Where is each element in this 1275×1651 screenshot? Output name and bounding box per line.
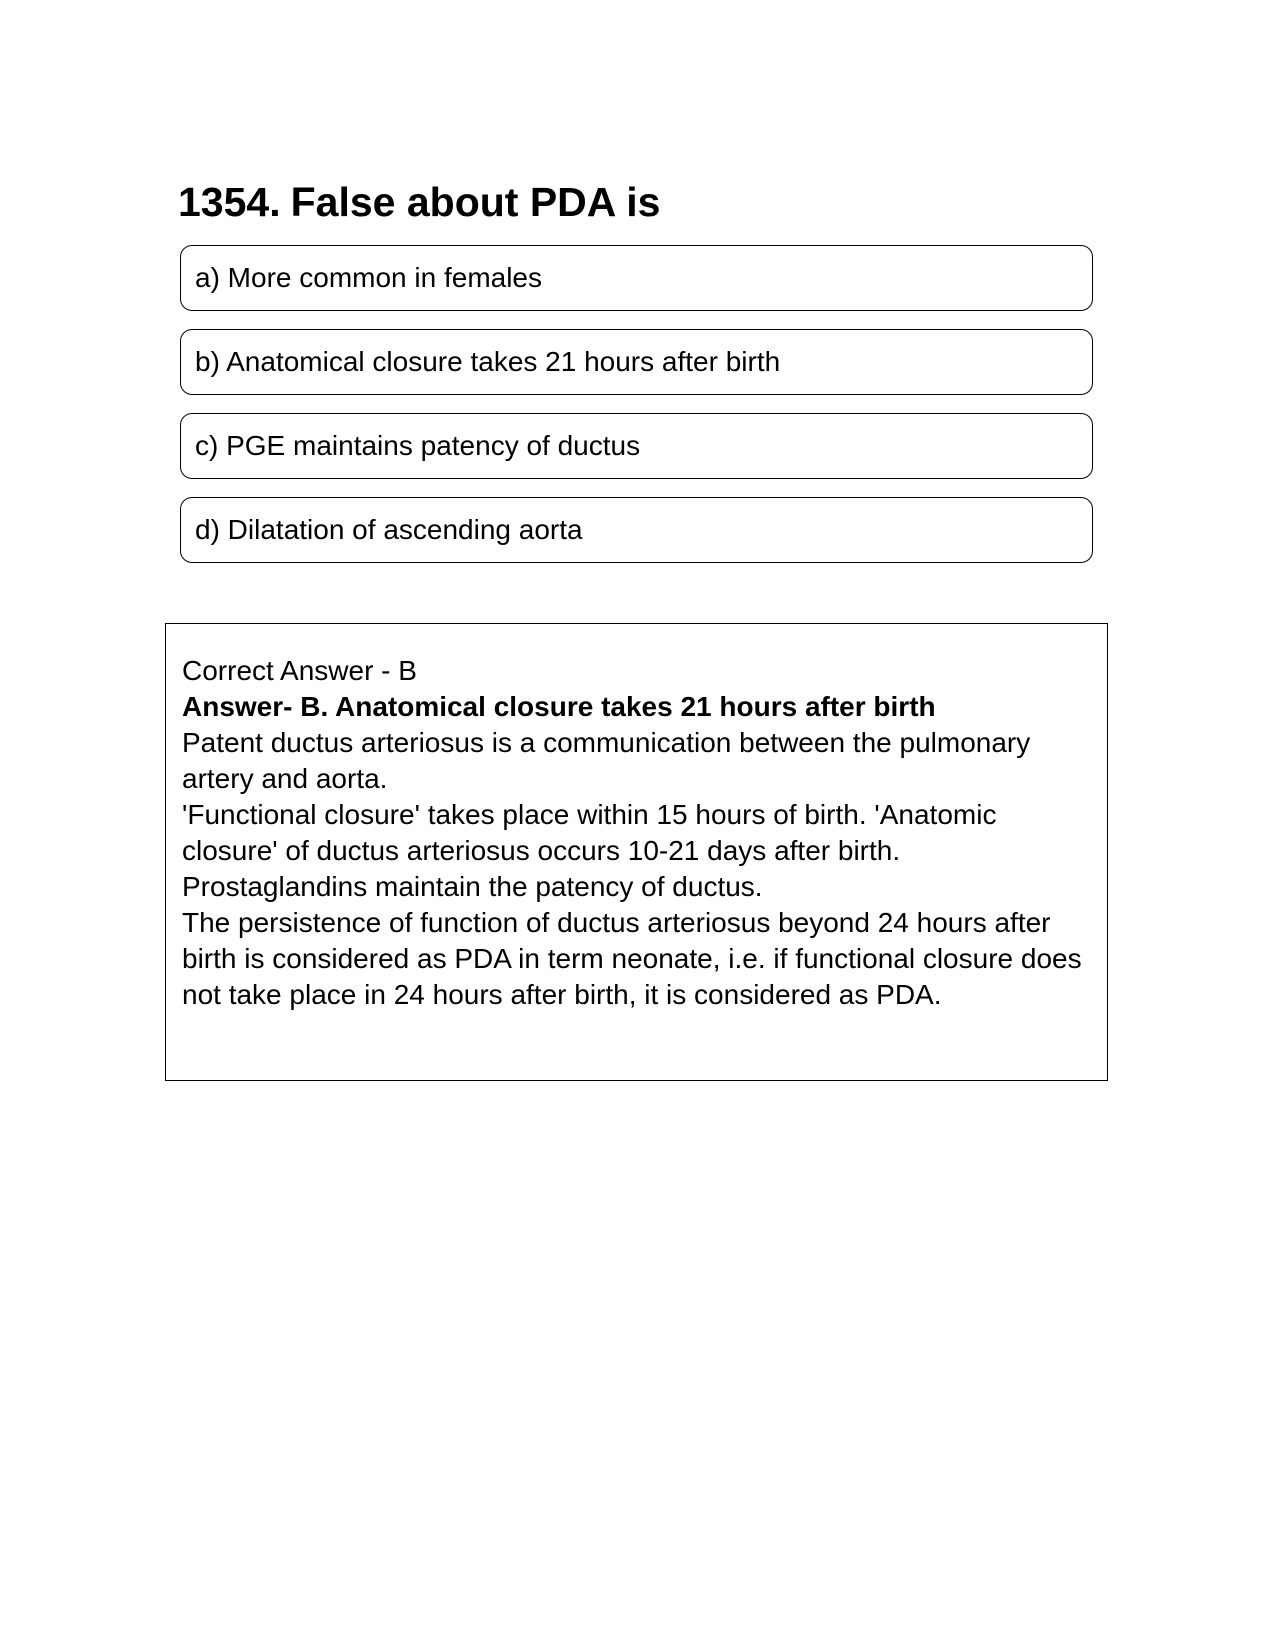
explanation-paragraph: Prostaglandins maintain the patency of ductus. <box>182 871 763 902</box>
answer-explanation-box <box>165 623 1108 1081</box>
explanation-paragraph: Patent ductus arteriosus is a communication between the pulmonary artery and aorta. <box>182 727 1031 794</box>
option-c[interactable]: c) PGE maintains patency of ductus <box>180 413 1093 479</box>
option-b[interactable]: b) Anatomical closure takes 21 hours after birth <box>180 329 1093 395</box>
option-a[interactable]: a) More common in females <box>180 245 1093 311</box>
question-text: False about PDA is <box>290 179 661 225</box>
question-number: 1354. <box>178 179 281 225</box>
explanation-paragraph: The persistence of function of ductus arteriosus beyond 24 hours after birth is considered as PDA in term neonate, i.e. if functional closure does not take place in 24 hours after birth, it is considered as PDA. <box>182 907 1082 1010</box>
answer-heading: Answer- B. Anatomical closure takes 21 hours after birth <box>182 691 936 722</box>
explanation-paragraph: 'Functional closure' takes place within 15 hours of birth. 'Anatomic closure' of ductus arteriosus occurs 10-21 days after birth. <box>182 799 997 866</box>
correct-answer-line: Correct Answer - B <box>182 655 417 686</box>
question-title <box>178 176 660 228</box>
option-d[interactable]: d) Dilatation of ascending aorta <box>180 497 1093 563</box>
